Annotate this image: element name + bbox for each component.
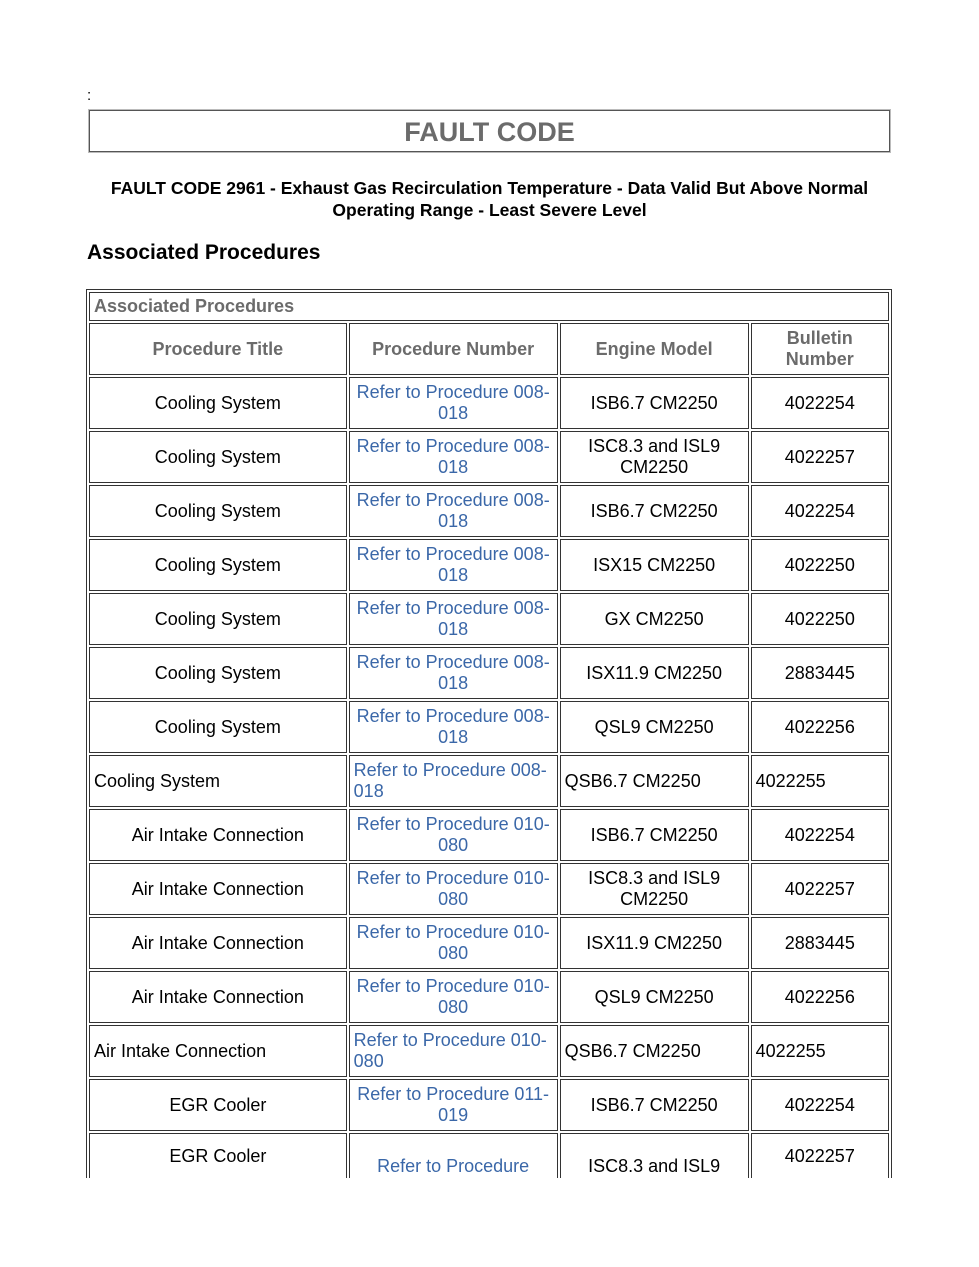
procedure-title-cell: Air Intake Connection (89, 917, 347, 969)
procedure-title-cell: Air Intake Connection (89, 863, 347, 915)
engine-model-cell: ISX15 CM2250 (560, 539, 749, 591)
procedure-link[interactable]: Refer to Procedure 010-080 (349, 863, 558, 915)
page-banner-title: FAULT CODE (89, 110, 890, 152)
header-procedure-number: Procedure Number (349, 323, 558, 375)
fault-code-title: FAULT CODE 2961 - Exhaust Gas Recirculation Temperature - Data Valid But Above Normal Operating Range - Least Severe Level (110, 178, 869, 220)
engine-model-cell: ISB6.7 CM2250 (560, 809, 749, 861)
procedure-link[interactable]: Refer to Procedure 008-018 (349, 647, 558, 699)
header-bulletin-number: Bulletin Number (751, 323, 889, 375)
procedure-link[interactable]: Refer to Procedure 008-018 (349, 431, 558, 483)
section-heading: Associated Procedures (87, 241, 321, 264)
bulletin-number-cell: 4022257 (751, 1133, 889, 1178)
table-row (89, 971, 889, 1023)
bulletin-number-cell: 4022257 (751, 863, 889, 915)
procedure-link[interactable]: Refer to Procedure 008-018 (349, 701, 558, 753)
procedure-link[interactable]: Refer to Procedure 008-018 (349, 377, 558, 429)
header-engine-model: Engine Model (560, 323, 749, 375)
engine-model-cell: QSB6.7 CM2250 (560, 755, 749, 807)
procedure-title-cell: Cooling System (89, 755, 347, 807)
procedures-table-container (86, 289, 892, 1178)
procedure-link[interactable]: Refer to Procedure 010-080 (349, 917, 558, 969)
procedure-title-cell: Cooling System (89, 377, 347, 429)
table-row (89, 647, 889, 699)
procedure-link[interactable]: Refer to Procedure 008-018 (349, 755, 558, 807)
table-row (89, 485, 889, 537)
table-row (89, 701, 889, 753)
bulletin-number-cell: 4022254 (751, 809, 889, 861)
procedure-link[interactable]: Refer to Procedure 010-080 (349, 1025, 558, 1077)
engine-model-cell: QSB6.7 CM2250 (560, 1025, 749, 1077)
procedure-link[interactable]: Refer to Procedure 008-018 (349, 539, 558, 591)
table-row (89, 593, 889, 645)
table-row (89, 539, 889, 591)
bulletin-number-cell: 2883445 (751, 917, 889, 969)
procedure-title-cell: Cooling System (89, 539, 347, 591)
procedure-link[interactable]: Refer to Procedure 008-018 (349, 593, 558, 645)
prefix-mark: : (87, 87, 92, 104)
bulletin-number-cell: 4022256 (751, 701, 889, 753)
table-row (89, 917, 889, 969)
procedure-title-cell: Cooling System (89, 485, 347, 537)
table-row (89, 1133, 889, 1178)
bulletin-number-cell: 4022255 (751, 755, 889, 807)
bulletin-number-cell: 4022250 (751, 539, 889, 591)
procedure-link[interactable]: Refer to Procedure 010-080 (349, 971, 558, 1023)
procedure-title-cell: Air Intake Connection (89, 1025, 347, 1077)
table-row (89, 809, 889, 861)
engine-model-cell: ISX11.9 CM2250 (560, 917, 749, 969)
procedure-title-cell: Cooling System (89, 701, 347, 753)
procedure-title-cell: EGR Cooler (89, 1133, 347, 1178)
bulletin-number-cell: 4022254 (751, 485, 889, 537)
procedure-link[interactable]: Refer to Procedure (349, 1133, 558, 1178)
bulletin-number-cell: 4022257 (751, 431, 889, 483)
engine-model-cell: ISC8.3 and ISL9 (560, 1133, 749, 1178)
engine-model-cell: ISC8.3 and ISL9 CM2250 (560, 863, 749, 915)
procedure-title-cell: EGR Cooler (89, 1079, 347, 1131)
engine-model-cell: ISX11.9 CM2250 (560, 647, 749, 699)
engine-model-cell: ISB6.7 CM2250 (560, 485, 749, 537)
engine-model-cell: ISC8.3 and ISL9 CM2250 (560, 431, 749, 483)
procedure-link[interactable]: Refer to Procedure 008-018 (349, 485, 558, 537)
procedure-title-cell: Air Intake Connection (89, 809, 347, 861)
table-row (89, 377, 889, 429)
bulletin-number-cell: 4022255 (751, 1025, 889, 1077)
engine-model-cell: QSL9 CM2250 (560, 701, 749, 753)
bulletin-number-cell: 4022254 (751, 377, 889, 429)
engine-model-cell: QSL9 CM2250 (560, 971, 749, 1023)
engine-model-cell: GX CM2250 (560, 593, 749, 645)
engine-model-cell: ISB6.7 CM2250 (560, 1079, 749, 1131)
procedure-title-cell: Air Intake Connection (89, 971, 347, 1023)
table-row (89, 431, 889, 483)
procedure-title-cell: Cooling System (89, 647, 347, 699)
bulletin-number-cell: 2883445 (751, 647, 889, 699)
procedures-table (86, 289, 892, 1178)
table-row (89, 1079, 889, 1131)
table-row (89, 863, 889, 915)
bulletin-number-cell: 4022256 (751, 971, 889, 1023)
bulletin-number-cell: 4022250 (751, 593, 889, 645)
engine-model-cell: ISB6.7 CM2250 (560, 377, 749, 429)
bulletin-number-cell: 4022254 (751, 1079, 889, 1131)
table-row (89, 1025, 889, 1077)
procedure-title-cell: Cooling System (89, 431, 347, 483)
table-caption: Associated Procedures (89, 292, 889, 321)
procedure-title-cell: Cooling System (89, 593, 347, 645)
table-row (89, 755, 889, 807)
header-procedure-title: Procedure Title (89, 323, 347, 375)
procedure-link[interactable]: Refer to Procedure 010-080 (349, 809, 558, 861)
procedure-link[interactable]: Refer to Procedure 011-019 (349, 1079, 558, 1131)
